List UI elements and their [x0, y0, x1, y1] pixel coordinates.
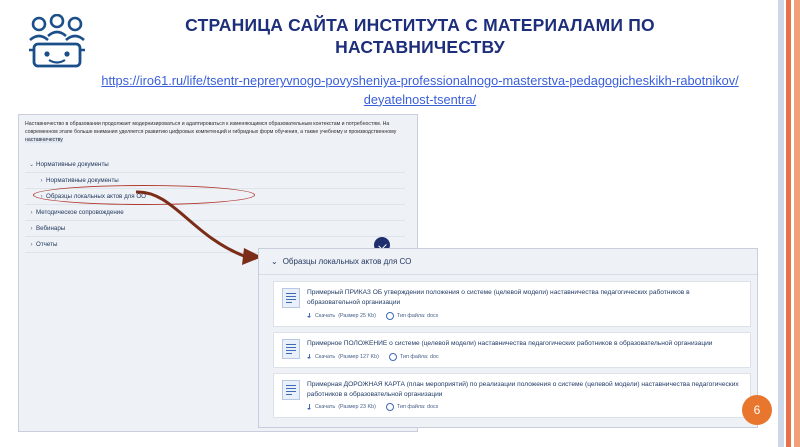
document-icon [282, 288, 300, 308]
chevron-down-icon: ⌄ [271, 257, 278, 266]
download-link[interactable] [307, 354, 379, 360]
document-title: Примерная ДОРОЖНАЯ КАРТА (план мероприятий) по реализации положения о системе (целевой модели) наставничества педагогических работников в образовательной организации [307, 380, 739, 398]
source-link-container [100, 72, 740, 109]
document-title: Примерное ПОЛОЖЕНИЕ о системе (целевой модели) наставничества педагогических работников в образовательной организации [307, 339, 713, 347]
tree-item-label: Нормативные документы [46, 177, 119, 184]
list-item[interactable] [273, 373, 751, 419]
file-type-label: Тип файла: docx [396, 404, 439, 411]
download-link[interactable] [307, 404, 376, 410]
chevron-right-icon: › [30, 241, 33, 248]
document-body [307, 380, 742, 412]
document-icon [282, 339, 300, 359]
chevron-right-icon: › [40, 193, 43, 200]
document-meta [307, 403, 742, 411]
download-link[interactable] [307, 313, 376, 319]
page-number-badge: 6 [742, 395, 772, 425]
tree-item-label: Образцы локальных актов для ОО [46, 193, 146, 200]
chevron-right-icon: › [30, 225, 33, 232]
source-link[interactable]: https://iro61.ru/life/tsentr-nepreryvnogo-povysheniya-professionalnogo-masterstva-pedagogicheskikh-rabotnikov/deyatelnost-tsentra/ [101, 73, 739, 107]
list-item[interactable] [273, 281, 751, 327]
section-tree [25, 157, 405, 253]
file-size-label: (Размер 127 Kb) [338, 353, 379, 360]
document-title: Примерный ПРИКАЗ ОБ утверждении положения о системе (целевой модели) наставничества педагогических работников в образовательной организации [307, 289, 690, 306]
document-body [307, 339, 742, 361]
intro-paragraph-highlight: наставничеству [25, 137, 63, 144]
download-icon [307, 354, 312, 360]
download-icon [307, 313, 312, 319]
tree-item-label: Нормативные документы [36, 161, 109, 168]
chevron-right-icon: › [40, 177, 43, 184]
download-label: Скачать [315, 404, 336, 411]
download-label: Скачать [315, 353, 336, 360]
file-type-info [389, 353, 439, 361]
edge-stripe-outer [794, 0, 800, 447]
file-size-label: (Размер 25 Kb) [338, 312, 376, 319]
chevron-down-icon: ⌄ [28, 162, 35, 168]
document-meta [307, 312, 742, 320]
info-icon [386, 403, 394, 411]
page-title: СТРАНИЦА САЙТА ИНСТИТУТА С МАТЕРИАЛАМИ ПО НАСТАВНИЧЕСТВУ [185, 15, 655, 58]
tree-row[interactable] [25, 221, 405, 237]
file-type-label: Тип файла: doc [399, 353, 439, 360]
docs-panel-header[interactable] [259, 249, 757, 275]
info-icon [389, 353, 397, 361]
documents-list [259, 275, 757, 429]
site-screenshot-documents [258, 248, 758, 428]
file-type-info [386, 403, 438, 411]
tree-row[interactable] [25, 157, 405, 173]
file-type-label: Тип файла: docx [396, 312, 439, 319]
edge-stripe-inner [778, 0, 784, 447]
institute-logo-icon [22, 14, 92, 72]
tree-item-label: Отчеты [36, 241, 58, 248]
chevron-right-icon: › [30, 209, 33, 216]
tree-item-label: Методическое сопровождение [36, 209, 124, 216]
list-item[interactable] [273, 332, 751, 368]
intro-paragraph [25, 120, 409, 144]
document-icon [282, 380, 300, 400]
tree-row[interactable] [25, 205, 405, 221]
download-icon [307, 404, 312, 410]
highlight-ellipse-annotation [33, 185, 255, 205]
file-type-info [386, 312, 438, 320]
tree-item-label: Вебинары [36, 225, 66, 232]
document-body [307, 288, 742, 320]
intro-paragraph-part1: Наставничество в образовании продолжает модернизироваться и адаптироваться к изменяющимся образовательным контекстам и потребностям. На современном этапе больше внимания уделяется развитию цифровых компетенций и гибридных форм обучения, а также учебному и производственному [25, 121, 397, 136]
download-label: Скачать [315, 312, 336, 319]
file-size-label: (Размер 23 Kb) [338, 404, 376, 411]
docs-panel-title: Образцы локальных актов для СО [282, 257, 412, 266]
document-meta [307, 353, 742, 361]
info-icon [386, 312, 394, 320]
